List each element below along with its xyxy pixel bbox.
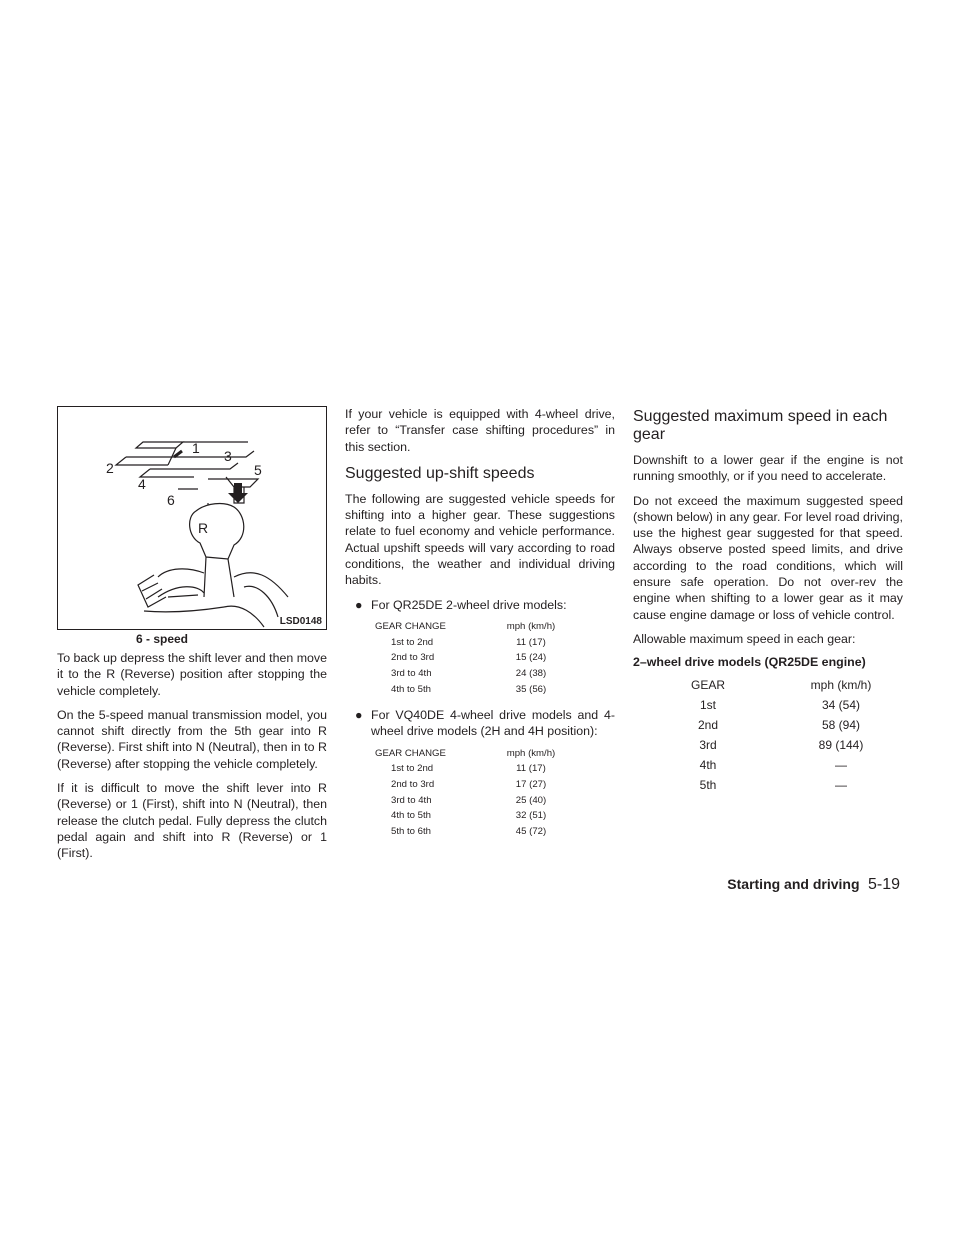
bullet-item bbox=[345, 597, 615, 613]
table-row bbox=[375, 777, 571, 793]
table-cell: 3rd to 4th bbox=[391, 794, 432, 806]
table-header: GEAR CHANGE bbox=[375, 747, 446, 759]
table-header: mph (km/h) bbox=[506, 747, 556, 759]
gear-label-2: 2 bbox=[106, 460, 114, 476]
table-header: mph (km/h) bbox=[506, 621, 556, 633]
table-cell: 5th to 6th bbox=[391, 825, 432, 837]
paragraph: The following are suggested vehicle speeds for shifting into a higher gear. These suggestions relate to fuel economy and vehicle performance. Actual upshift speeds will vary according to road conditions, the weather and individual driving habits. bbox=[345, 491, 615, 588]
paragraph: To back up depress the shift lever and then move it to the R (Reverse) position after stopping the vehicle completely. bbox=[57, 651, 327, 698]
table-cell: 17 (27) bbox=[515, 779, 547, 791]
gear-label-r: R bbox=[198, 520, 209, 536]
gear-label-6: 6 bbox=[167, 492, 175, 508]
table-cell: 5th bbox=[699, 778, 717, 793]
paragraph: Do not exceed the maximum suggested speed (shown below) in any gear. For level road driving, use the highest gear suggested for that speed. Always observe posted speed limits, and drive according to the road conditions, which will ensure safe operation. Do not over-rev the engine when shifting to a lower gear as it may cause engine damage or loss of vehicle control. bbox=[633, 493, 903, 622]
page-number: 5-19 bbox=[867, 876, 900, 893]
shift-pattern-figure bbox=[57, 406, 327, 630]
table-cell: 32 (51) bbox=[515, 810, 547, 822]
table-cell: — bbox=[835, 778, 847, 793]
table-cell: 34 (54) bbox=[821, 698, 861, 713]
paragraph: Allowable maximum speed in each gear: bbox=[633, 631, 856, 646]
section-heading: Suggested up-shift speeds bbox=[345, 464, 535, 482]
table-cell: 4th to 5th bbox=[391, 683, 432, 695]
table-row bbox=[633, 715, 899, 735]
table-cell: 11 (17) bbox=[516, 636, 546, 648]
bullet-text: For VQ40DE 4-wheel drive models and 4-wheel drive models (2H and 4H position): bbox=[371, 707, 615, 739]
upshift-table-4wd bbox=[375, 746, 571, 840]
table-row bbox=[375, 761, 571, 777]
table-label: 2–wheel drive models (QR25DE engine) bbox=[633, 655, 866, 670]
table-cell: 3rd to 4th bbox=[391, 668, 432, 680]
section-title: Starting and driving bbox=[727, 876, 860, 892]
middle-column bbox=[345, 406, 615, 849]
table-row bbox=[633, 775, 899, 795]
shift-pattern-illustration bbox=[58, 407, 326, 629]
table-cell: 89 (144) bbox=[818, 738, 864, 753]
table-row bbox=[375, 808, 571, 824]
bullet-icon: ● bbox=[355, 597, 363, 612]
gear-label-5: 5 bbox=[254, 462, 262, 478]
table-header-row bbox=[375, 746, 571, 762]
gear-label-3: 3 bbox=[224, 448, 232, 464]
table-row bbox=[633, 755, 899, 775]
table-cell: 3rd bbox=[699, 738, 717, 753]
table-cell: 1st to 2nd bbox=[391, 636, 434, 648]
bullet-item bbox=[345, 707, 615, 740]
page-footer bbox=[727, 876, 900, 894]
table-header-row bbox=[375, 619, 571, 635]
bullet-icon: ● bbox=[355, 707, 363, 722]
max-speed-table bbox=[633, 675, 899, 795]
table-cell: 24 (38) bbox=[515, 668, 547, 680]
table-cell: 2nd bbox=[697, 718, 719, 733]
table-cell: 2nd to 3rd bbox=[391, 779, 435, 791]
table-row bbox=[375, 792, 571, 808]
table-row bbox=[375, 824, 571, 840]
table-cell: 4th bbox=[699, 758, 717, 773]
table-row bbox=[375, 650, 571, 666]
figure-caption: 6 - speed bbox=[135, 632, 189, 646]
table-header-row bbox=[633, 675, 899, 695]
paragraph: Downshift to a lower gear if the engine is not running smoothly, or if you need to accelerate. bbox=[633, 453, 903, 484]
right-column bbox=[633, 406, 903, 795]
section-heading: Suggested maximum speed in each gear bbox=[633, 408, 888, 443]
table-row bbox=[633, 735, 899, 755]
paragraph: If your vehicle is equipped with 4-wheel drive, refer to “Transfer case shifting procedures” in this section. bbox=[345, 407, 615, 454]
paragraph: On the 5-speed manual transmission model, you cannot shift directly from the 5th gear into R (Reverse). First shift into N (Neutral), then in to R (Reverse) after stopping the vehicle completely. bbox=[57, 707, 327, 771]
table-cell: 25 (40) bbox=[515, 794, 547, 806]
table-header: GEAR bbox=[690, 678, 725, 693]
table-cell: 2nd to 3rd bbox=[391, 652, 435, 664]
table-row bbox=[633, 695, 899, 715]
gear-label-1: 1 bbox=[192, 440, 200, 456]
table-cell: 1st bbox=[699, 698, 716, 713]
table-cell: 15 (24) bbox=[515, 652, 547, 664]
figure-code: LSD0148 bbox=[279, 616, 322, 627]
table-cell: 4th to 5th bbox=[391, 810, 432, 822]
table-cell: 11 (17) bbox=[516, 763, 546, 775]
table-row bbox=[375, 681, 571, 697]
table-header: GEAR CHANGE bbox=[375, 621, 446, 633]
table-cell: 58 (94) bbox=[821, 718, 861, 733]
bullet-text: For QR25DE 2-wheel drive models: bbox=[371, 597, 567, 612]
table-cell: 35 (56) bbox=[515, 683, 547, 695]
paragraph: If it is difficult to move the shift lever into R (Reverse) or 1 (First), shift into N (Neutral), then release the clutch pedal. Fully depress the clutch pedal again and shift into R (Reverse) or 1 (First). bbox=[57, 781, 327, 861]
table-row bbox=[375, 666, 571, 682]
upshift-table-2wd bbox=[375, 619, 571, 697]
gear-label-4: 4 bbox=[138, 476, 146, 492]
left-column bbox=[57, 406, 327, 870]
table-cell: 45 (72) bbox=[515, 825, 547, 837]
table-cell: — bbox=[835, 758, 847, 773]
table-row bbox=[375, 635, 571, 651]
table-cell: 1st to 2nd bbox=[391, 763, 434, 775]
table-header: mph (km/h) bbox=[810, 678, 872, 693]
